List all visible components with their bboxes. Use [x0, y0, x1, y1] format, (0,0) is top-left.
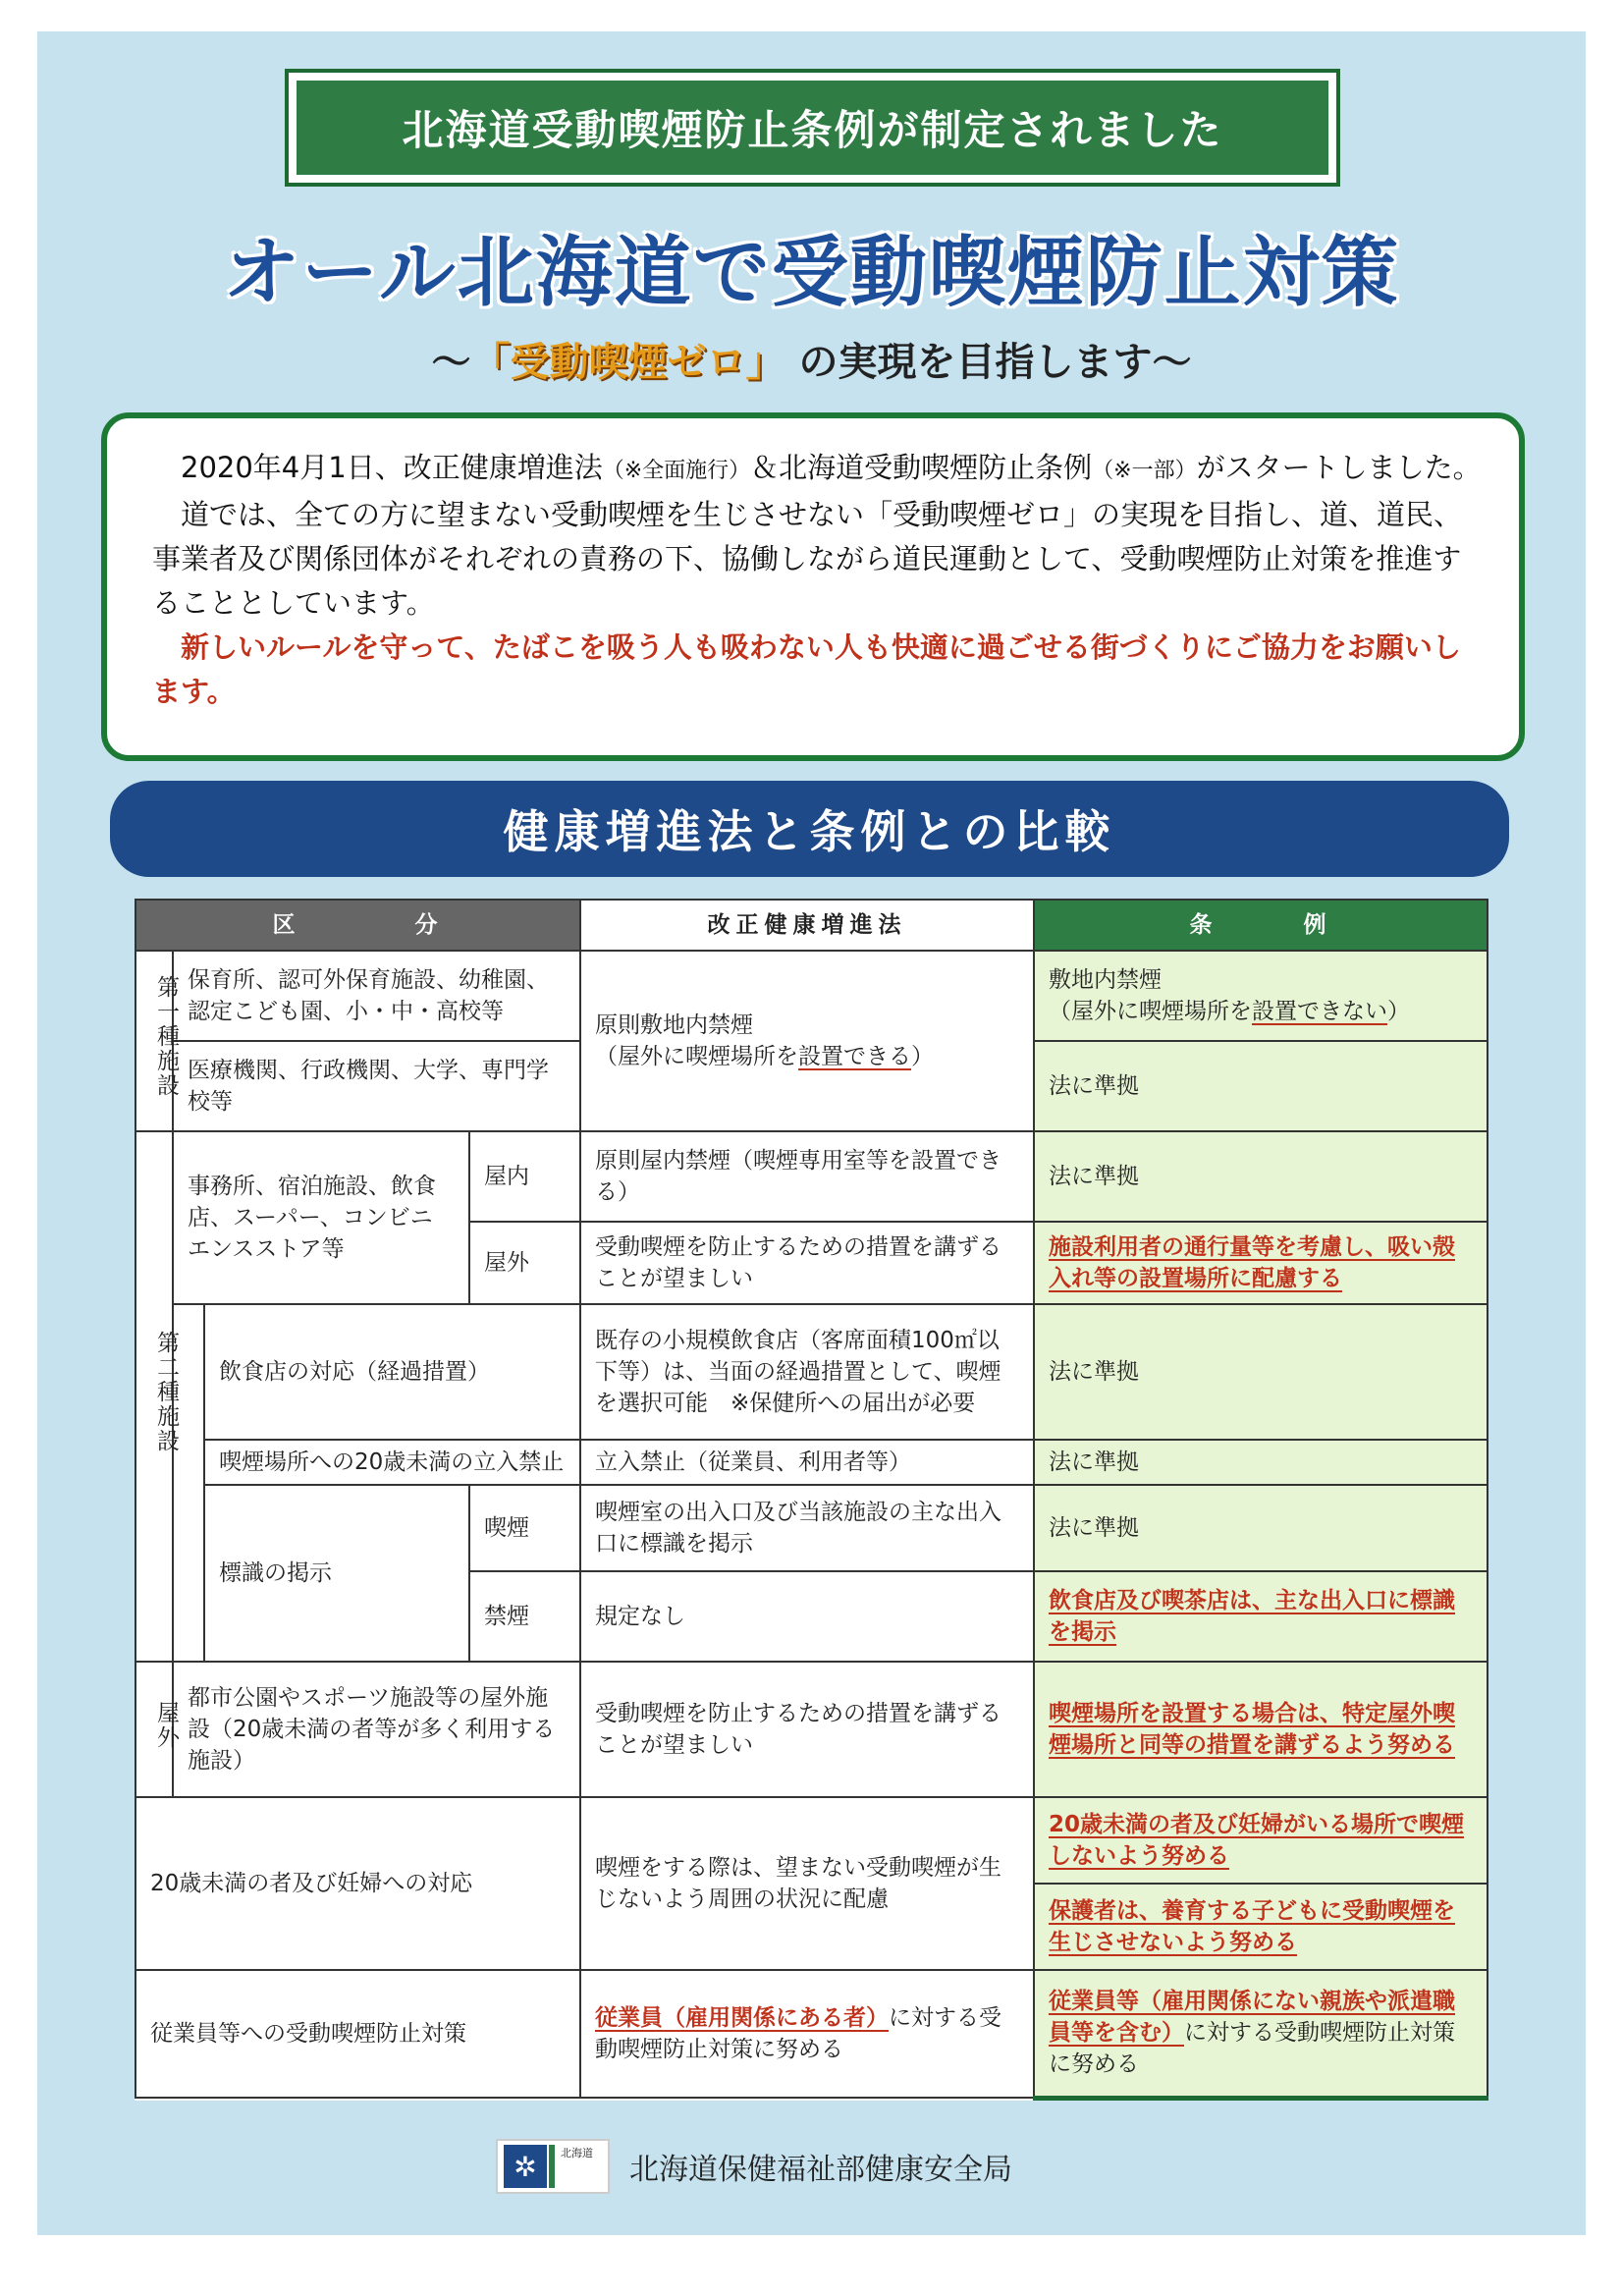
- page-title: オール北海道で受動喫煙防止対策: [223, 229, 1400, 317]
- hokkaido-logo: [496, 2139, 610, 2194]
- table-row: [135, 1970, 1488, 2098]
- law-cell: 原則屋内禁煙（喫煙専用室等を設置できる）: [580, 1131, 1034, 1222]
- law-cell: 立入禁止（従業員、利用者等）: [580, 1440, 1034, 1485]
- ordinance-cell: 施設利用者の通行量等を考慮し、吸い殻入れ等の設置場所に配慮する: [1034, 1222, 1488, 1304]
- ordinance-cell: 喫煙場所を設置する場合は、特定屋外喫煙場所と同等の措置を講ずるよう努める: [1034, 1662, 1488, 1797]
- intro-p1-note1: （※全面施行）: [602, 459, 751, 483]
- ordinance-cell: 従業員等（雇用関係にない親族や派遣職員等を含む）に対する受動喫煙防止対策に努める: [1034, 1970, 1488, 2098]
- table-row: [135, 1485, 1488, 1571]
- intro-paragraph-1: [152, 446, 1484, 493]
- ordinance-cell: 法に準拠: [1034, 1440, 1488, 1485]
- subtitle-before: ～: [431, 340, 471, 385]
- logo-stripe: [549, 2145, 555, 2188]
- law-cell: 規定なし: [580, 1571, 1034, 1662]
- intro-p1-a: 2020年4月1日、改正健康増進法: [181, 451, 603, 484]
- ordinance-cell: 飲食店及び喫茶店は、主な出入口に標識を掲示: [1034, 1571, 1488, 1662]
- facility-cell: 医療機関、行政機関、大学、専門学校等: [173, 1041, 580, 1131]
- table-row: [135, 951, 1488, 1041]
- law-cell: 喫煙をする際は、望まない受動喫煙が生じないよう周囲の状況に配慮: [580, 1797, 1034, 1970]
- table-header-row: [135, 900, 1488, 951]
- intro-p1-b: ＆北海道受動喫煙防止条例: [750, 451, 1093, 484]
- header-ordinance: 条 例: [1034, 900, 1488, 951]
- facility-cell: 20歳未満の者及び妊婦への対応: [135, 1797, 580, 1970]
- law-cell: 既存の小規模飲食店（客席面積100㎡以下等）は、当面の経過措置として、喫煙を選択可能 ※保健所への届出が必要: [580, 1304, 1034, 1440]
- law-cell: 原則敷地内禁煙 （屋外に喫煙場所を設置できる）: [580, 951, 1034, 1131]
- subcategory-cell: 屋外: [469, 1222, 580, 1304]
- table-row: [135, 1440, 1488, 1485]
- subtitle-highlight: 「受動喫煙ゼロ」: [470, 340, 785, 385]
- facility-cell: 都市公園やスポーツ施設等の屋外施設（20歳未満の者等が多く利用する施設）: [173, 1662, 580, 1797]
- facility-cell: 従業員等への受動喫煙防止対策: [135, 1970, 580, 2098]
- ordinance-cell: 法に準拠: [1034, 1131, 1488, 1222]
- law-cell: 受動喫煙を防止するための措置を講ずることが望ましい: [580, 1222, 1034, 1304]
- law-cell: 受動喫煙を防止するための措置を講ずることが望ましい: [580, 1662, 1034, 1797]
- category-label-2: 第二種施設: [135, 1131, 173, 1662]
- subcategory-cell: 屋内: [469, 1131, 580, 1222]
- comparison-table: [135, 899, 1488, 2101]
- facility-cell: 標識の掲示: [204, 1485, 469, 1662]
- facility-cell: 喫煙場所への20歳未満の立入禁止: [204, 1440, 580, 1485]
- table-row: [135, 1131, 1488, 1222]
- header-law: 改正健康増進法: [580, 900, 1034, 951]
- logo-text: 北海道: [561, 2147, 593, 2159]
- table-row: [135, 1662, 1488, 1797]
- table-row: [135, 1304, 1488, 1440]
- ordinance-cell: 20歳未満の者及び妊婦がいる場所で喫煙しないよう努める: [1034, 1797, 1488, 1884]
- section-title: 健康増進法と条例との比較: [110, 781, 1509, 877]
- header-kubun: 区 分: [135, 900, 580, 951]
- intro-paragraph-2: 道では、全ての方に望まない受動喫煙を生じさせない「受動喫煙ゼロ」の実現を目指し、道、道民、事業者及び関係団体がそれぞれの責務の下、協働しながら道民運動として、受動喫煙防止対策を推進することとしています。: [152, 498, 1463, 620]
- facility-cell: 飲食店の対応（経過措置）: [204, 1304, 580, 1440]
- law-cell: 喫煙室の出入口及び当該施設の主な出入口に標識を掲示: [580, 1485, 1034, 1571]
- ordinance-cell: 保護者は、養育する子どもに受動喫煙を生じさせないよう努める: [1034, 1884, 1488, 1970]
- ordinance-cell: 法に準拠: [1034, 1304, 1488, 1440]
- ordinance-cell: 法に準拠: [1034, 1485, 1488, 1571]
- footer-organization: 北海道保健福祉部健康安全局: [629, 2153, 1012, 2187]
- footer: [496, 2137, 1012, 2196]
- subcategory-cell: 喫煙: [469, 1485, 580, 1571]
- category-label-3: 屋外: [135, 1662, 173, 1797]
- ordinance-cell: 法に準拠: [1034, 1041, 1488, 1131]
- header-banner: [285, 69, 1340, 187]
- page-subtitle: [59, 331, 1564, 387]
- law-cell: 従業員（雇用関係にある者）に対する受動喫煙防止対策に努める: [580, 1970, 1034, 2098]
- facility-cell: 事務所、宿泊施設、飲食店、スーパー、コンビニエンスストア等: [173, 1131, 469, 1304]
- comparison-table-wrapper: [135, 899, 1487, 2106]
- table-row: [135, 1797, 1488, 1884]
- banner-text: 北海道受動喫煙防止条例が制定されました: [297, 81, 1328, 175]
- ordinance-cell: 敷地内禁煙 （屋外に喫煙場所を設置できない）: [1034, 951, 1488, 1041]
- intro-paragraph-3: 新しいルールを守って、たばこを吸う人も吸わない人も快適に過ごせる街づくりにご協力をお願いします。: [152, 630, 1461, 708]
- subcategory-cell: 禁煙: [469, 1571, 580, 1662]
- star-emblem-icon: ✲: [504, 2145, 547, 2188]
- intro-p1-c: がスタートしました。: [1196, 451, 1482, 484]
- intro-p1-note2: （※一部）: [1092, 459, 1197, 483]
- subtitle-after: の実現を目指します～: [798, 340, 1192, 385]
- category-label-1: 第一種施設: [135, 951, 173, 1131]
- intro-box: [101, 412, 1525, 761]
- facility-cell: 保育所、認可外保育施設、幼稚園、認定こども園、小・中・高校等: [173, 951, 580, 1041]
